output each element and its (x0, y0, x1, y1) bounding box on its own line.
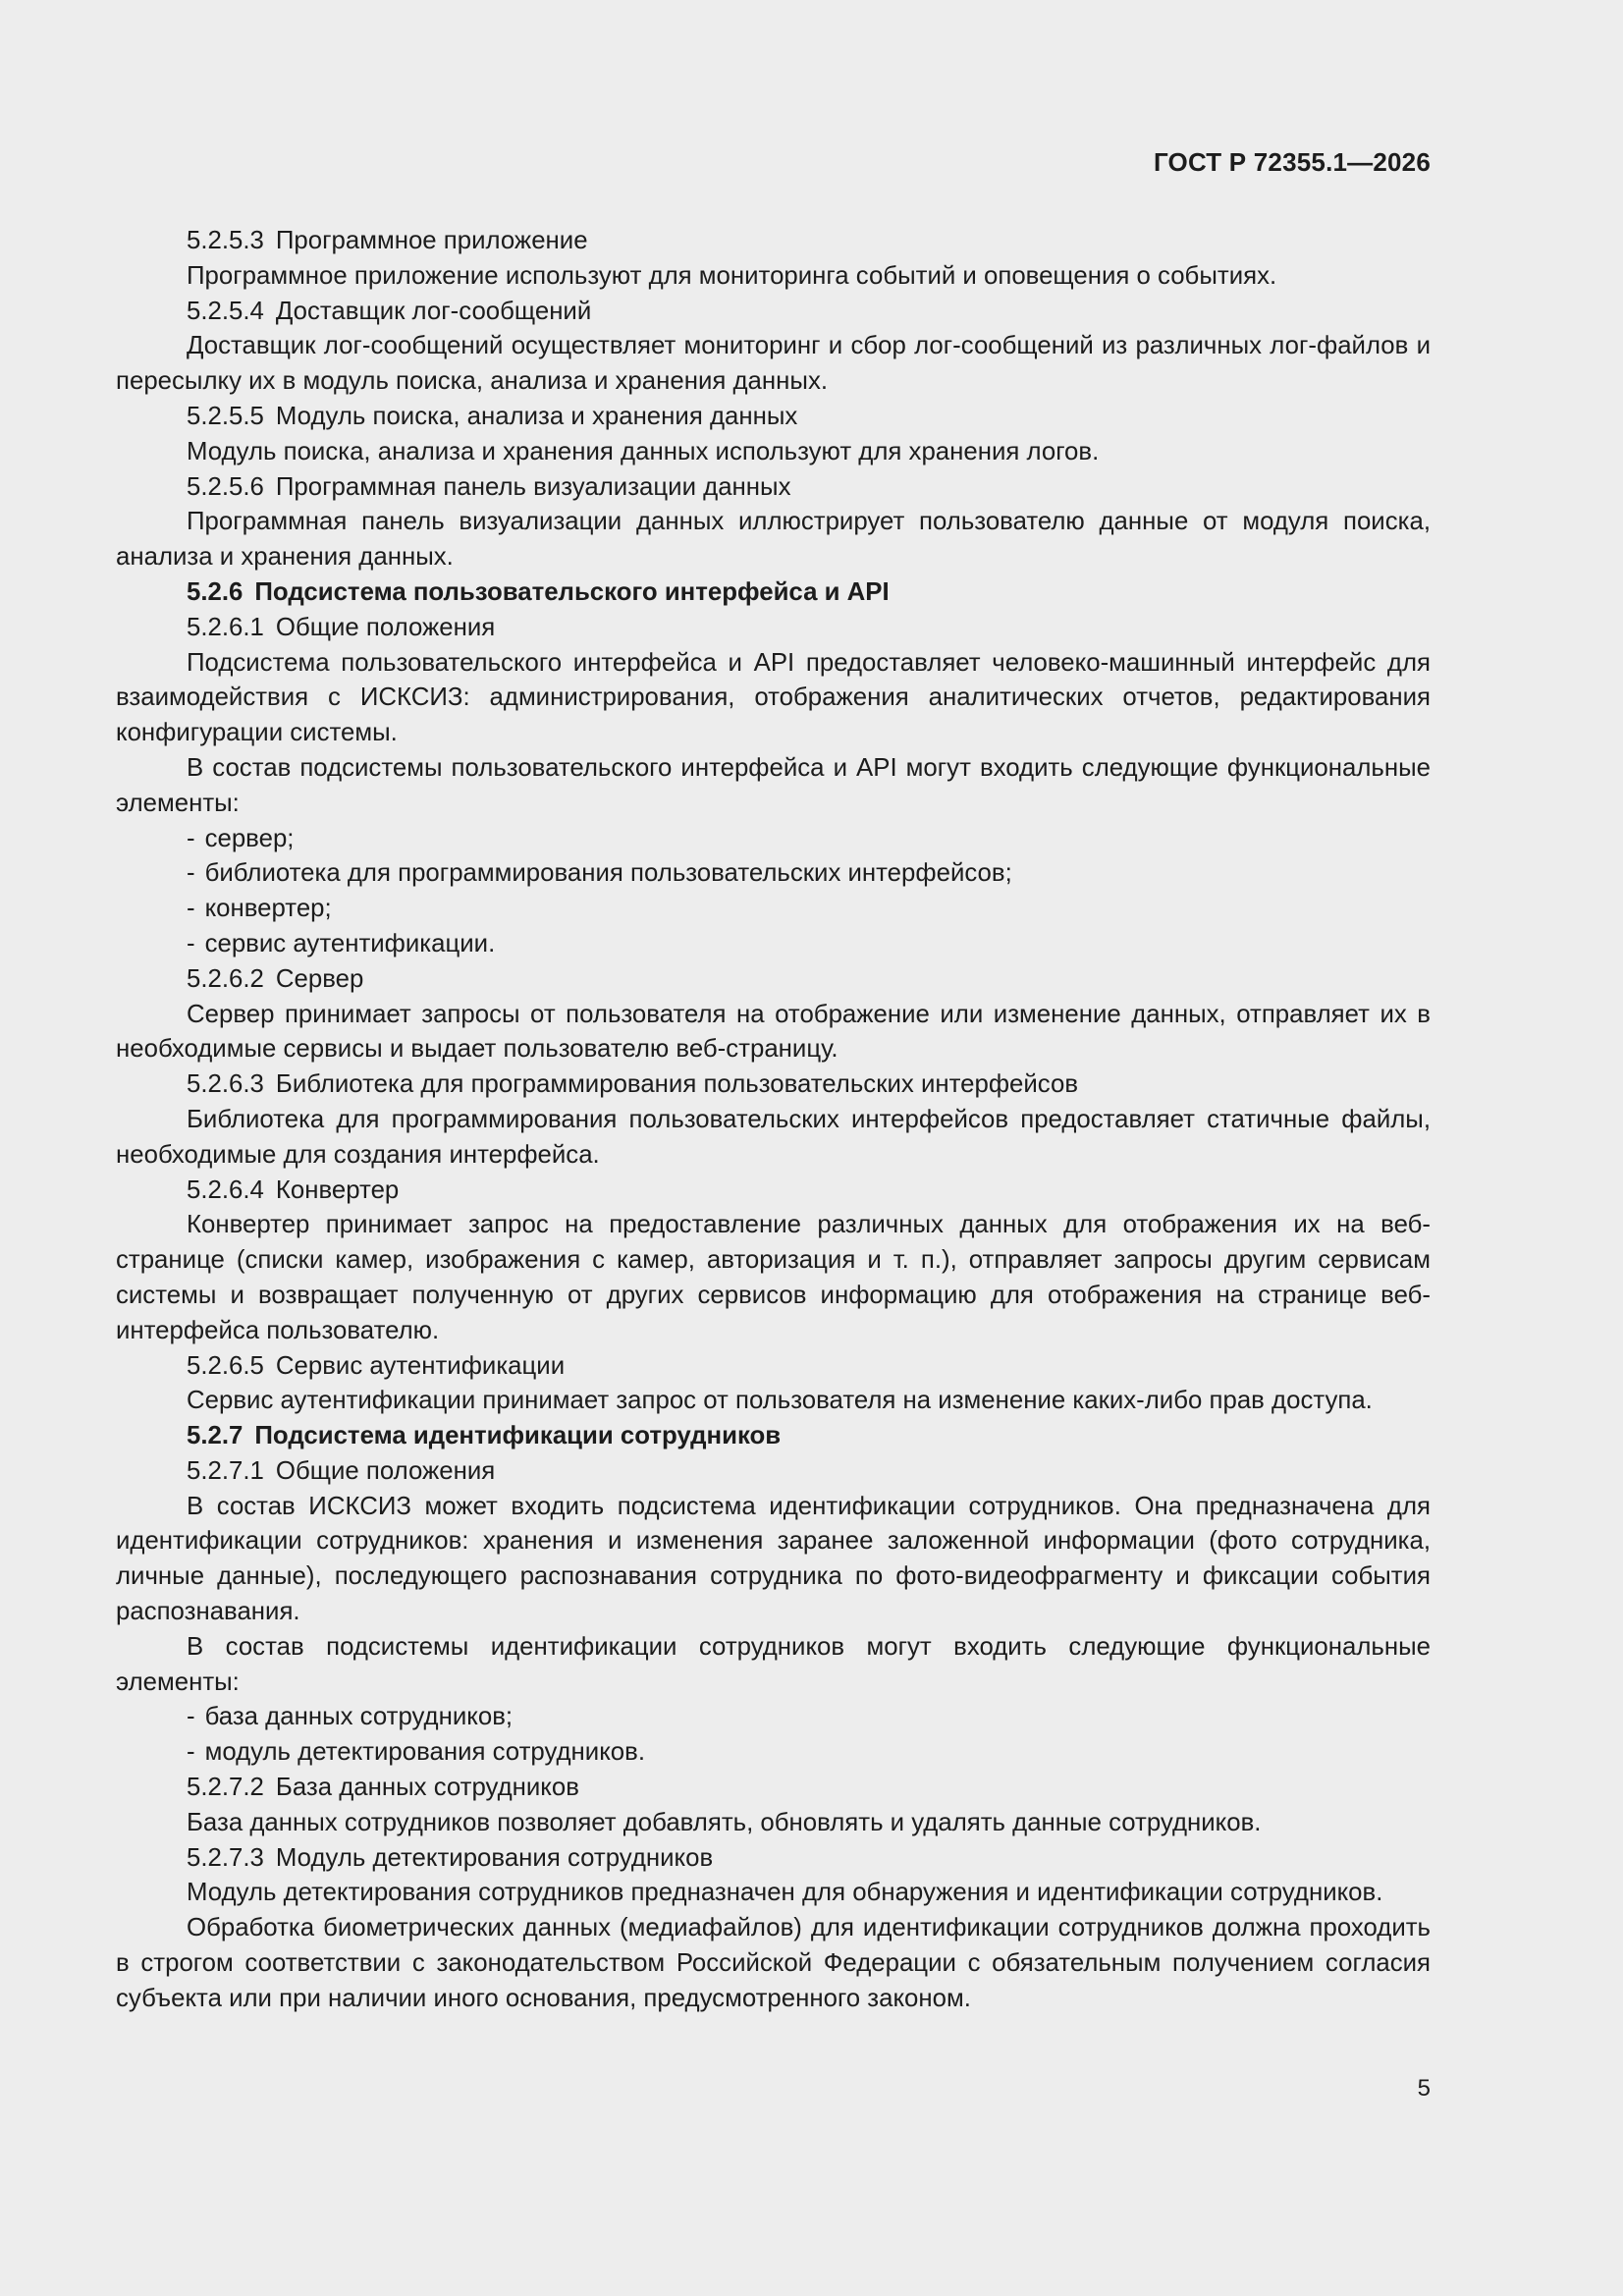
section-number: 5.2.7.2 (187, 1774, 264, 1802)
list-item-text: база данных сотрудников; (204, 1703, 514, 1731)
section-heading (116, 1419, 1431, 1454)
list-dash: - (187, 824, 195, 852)
paragraph: Сервер принимает запросы от пользователя на отображение или изменение данных, отправляет их в необходимые сервисы и выдает пользователю веб-страницу. (116, 1000, 1431, 1064)
paragraph: База данных сотрудников позволяет добавлять, обновлять и удалять данные сотрудников. (187, 1808, 1262, 1836)
section-title: Общие положения (275, 613, 496, 641)
section-number: 5.2.6 (187, 577, 243, 606)
list-item (116, 892, 1431, 927)
section-number: 5.2.6.1 (187, 613, 264, 641)
section-title: Сервис аутентификации (275, 1351, 566, 1380)
list-item-text: сервис аутентификации. (204, 929, 496, 957)
subsection-heading (116, 1174, 1431, 1209)
document-standard-code: ГОСТ Р 72355.1—2026 (1153, 147, 1431, 177)
paragraph: В состав ИСКСИЗ может входить подсистема идентификации сотрудников. Она предназначена для идентификации сотрудников: хранения и изменения заранее заложенной информации (фото сотрудника, личные данные), последующего распознавания сотрудника по фото-видеофрагменту и фиксации события распознавания. (116, 1492, 1431, 1626)
subsection-heading (116, 400, 1431, 435)
paragraph: Программная панель визуализации данных иллюстрирует пользователю данные от модуля поиска, анализа и хранения данных. (116, 508, 1431, 572)
paragraph: Модуль поиска, анализа и хранения данных используют для хранения логов. (187, 437, 1100, 465)
section-number: 5.2.5.4 (187, 297, 264, 325)
paragraph: В состав подсистемы идентификации сотрудников могут входить следующие функциональные элементы: (116, 1632, 1431, 1696)
paragraph: Модуль детектирования сотрудников предназначен для обнаружения и идентификации сотрудников. (187, 1879, 1383, 1907)
list-dash: - (187, 929, 195, 957)
section-number: 5.2.6.2 (187, 964, 264, 993)
section-title: База данных сотрудников (275, 1774, 579, 1802)
section-title: Подсистема пользовательского интерфейса и API (254, 577, 890, 606)
section-number: 5.2.6.5 (187, 1351, 264, 1380)
section-title: Программное приложение (275, 227, 588, 254)
subsection-heading (116, 470, 1431, 506)
section-number: 5.2.5.5 (187, 402, 264, 430)
section-title: Программная панель визуализации данных (275, 472, 791, 501)
paragraph: В состав подсистемы пользовательского интерфейса и API могут входить следующие функциональные элементы: (116, 753, 1431, 817)
paragraph: Доставщик лог-сообщений осуществляет мониторинг и сбор лог-сообщений из различных лог-файлов и пересылку их в модуль поиска, анализа и хранения данных. (116, 332, 1431, 396)
section-number: 5.2.6.3 (187, 1070, 264, 1099)
subsection-heading (116, 224, 1431, 259)
section-title: Модуль поиска, анализа и хранения данных (275, 402, 798, 430)
list-item (116, 1700, 1431, 1735)
subsection-heading (116, 1771, 1431, 1806)
list-item (116, 856, 1431, 892)
list-item-text: библиотека для программирования пользовательских интерфейсов; (204, 859, 1012, 888)
document-body (116, 224, 1431, 2017)
subsection-heading (116, 295, 1431, 330)
paragraph: Конвертер принимает запрос на предоставление различных данных для отображения их на веб-странице (списки камер, изображения с камер, авторизация и т. п.), отправляет запросы другим сервисам системы и возвращает полученную от других сервисов информацию для отображения на странице веб-интерфейса пользователю. (116, 1211, 1431, 1344)
list-dash: - (187, 895, 195, 923)
section-number: 5.2.7.1 (187, 1456, 264, 1485)
section-title: Библиотека для программирования пользовательских интерфейсов (275, 1070, 1079, 1099)
section-title: Сервер (275, 964, 364, 993)
section-title: Доставщик лог-сообщений (275, 297, 592, 325)
list-item-text: сервер; (204, 824, 295, 852)
section-number: 5.2.6.4 (187, 1175, 264, 1204)
section-number: 5.2.5.3 (187, 227, 264, 254)
paragraph: Подсистема пользовательского интерфейса и API предоставляет человеко-машинный интерфейс для взаимодействия с ИСКСИЗ: администрирования, отображения аналитических отчетов, редактирования конфигурации системы. (116, 648, 1431, 747)
section-title: Модуль детектирования сотрудников (275, 1843, 714, 1872)
section-number: 5.2.7.3 (187, 1843, 264, 1872)
list-item (116, 927, 1431, 962)
paragraph: Библиотека для программирования пользовательских интерфейсов предоставляет статичные файлы, необходимые для создания интерфейса. (116, 1105, 1431, 1169)
section-heading (116, 575, 1431, 611)
list-item-text: конвертер; (204, 895, 332, 923)
list-item-text: модуль детектирования сотрудников. (204, 1738, 646, 1767)
section-number: 5.2.5.6 (187, 472, 264, 501)
list-dash: - (187, 1703, 195, 1731)
list-dash: - (187, 1738, 195, 1767)
paragraph: Обработка биометрических данных (медиафайлов) для идентификации сотрудников должна проходить в строгом соответствии с законодательством Российской Федерации с обязательным получением согласия субъекта или при наличии иного основания, предусмотренного законом. (116, 1914, 1431, 2012)
section-title: Подсистема идентификации сотрудников (254, 1422, 782, 1450)
list-item (116, 822, 1431, 857)
subsection-heading (116, 611, 1431, 646)
section-number: 5.2.7 (187, 1422, 243, 1450)
page-number: 5 (1417, 2075, 1431, 2102)
section-title: Общие положения (275, 1456, 496, 1485)
subsection-heading (116, 1454, 1431, 1490)
subsection-heading (116, 1349, 1431, 1385)
section-title: Конвертер (275, 1175, 400, 1204)
list-dash: - (187, 859, 195, 888)
subsection-heading (116, 1841, 1431, 1877)
subsection-heading (116, 962, 1431, 998)
paragraph: Программное приложение используют для мониторинга событий и оповещения о событиях. (187, 261, 1277, 290)
list-item (116, 1735, 1431, 1771)
subsection-heading (116, 1067, 1431, 1103)
paragraph: Сервис аутентификации принимает запрос от пользователя на изменение каких-либо прав доступа. (187, 1387, 1373, 1415)
